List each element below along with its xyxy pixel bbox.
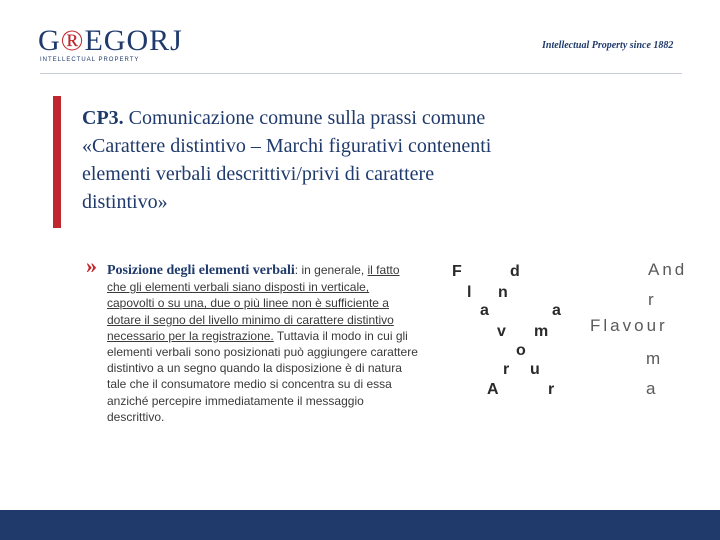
mark1-letter: n — [498, 284, 508, 301]
body-lead: : in generale, — [294, 263, 368, 277]
footer-bar — [0, 510, 720, 540]
logo-wordmark — [38, 26, 183, 56]
mark1-letter: v — [497, 323, 506, 340]
mark1-letter: F — [452, 263, 462, 280]
logo-subtitle: INTELLECTUAL PROPERTY — [40, 57, 140, 63]
mark1-letter: r — [503, 361, 510, 378]
bullet-arrow-icon: » — [86, 253, 97, 278]
logo-letter-g: G — [38, 24, 61, 57]
header-divider — [40, 73, 682, 74]
mark1-letter: a — [480, 302, 489, 319]
body-rest: Tuttavia il modo in cui gli elementi verbali sono posizionati può aggiungere carattere distintivo a un segno quando la disposizione è di natura tale che il consumatore medio si concentra su di essa anziché percepire immediatamente il messaggio descrittivo. — [107, 328, 418, 424]
title-code: CP3. — [82, 107, 124, 129]
mark2-letter-r: r — [648, 290, 657, 309]
mark2-letter-m: m — [646, 349, 664, 368]
title-accent-bar — [53, 96, 61, 228]
body-paragraph — [107, 262, 419, 425]
mark2-word-flavour: Flavour — [590, 316, 668, 335]
logo — [38, 26, 183, 63]
mark2-word-and: And — [648, 260, 688, 279]
mark1-letter: l — [467, 284, 472, 301]
mark1-letter: u — [530, 361, 540, 378]
title-text: Comunicazione comune sulla prassi comune «Carattere distintivo – Marchi figurativi contenenti elementi verbali descrittivi/privi di carattere distintivo» — [82, 107, 492, 213]
logo-letters: EGORJ — [84, 24, 183, 57]
slide-title — [82, 104, 502, 216]
mark1-letter: A — [487, 381, 499, 398]
logo-registered-symbol: ® — [60, 24, 85, 57]
mark2-letter-a: a — [646, 379, 659, 398]
mark1-letter: r — [548, 381, 555, 398]
body-underlined: il fatto che gli elementi verbali siano disposti in verticale, capovolti o su una, due o più linee non è sufficiente a dotare il segno del livello minimo di carattere distintivo necessario per la registrazione. — [107, 263, 400, 343]
body-heading: Posizione degli elementi verbali — [107, 263, 295, 278]
mark1-letter: d — [510, 263, 520, 280]
tagline: Intellectual Property since 1882 — [542, 40, 674, 51]
mark1-letter: m — [534, 323, 549, 340]
mark1-letter: o — [516, 342, 526, 359]
mark1-letter: a — [552, 302, 561, 319]
